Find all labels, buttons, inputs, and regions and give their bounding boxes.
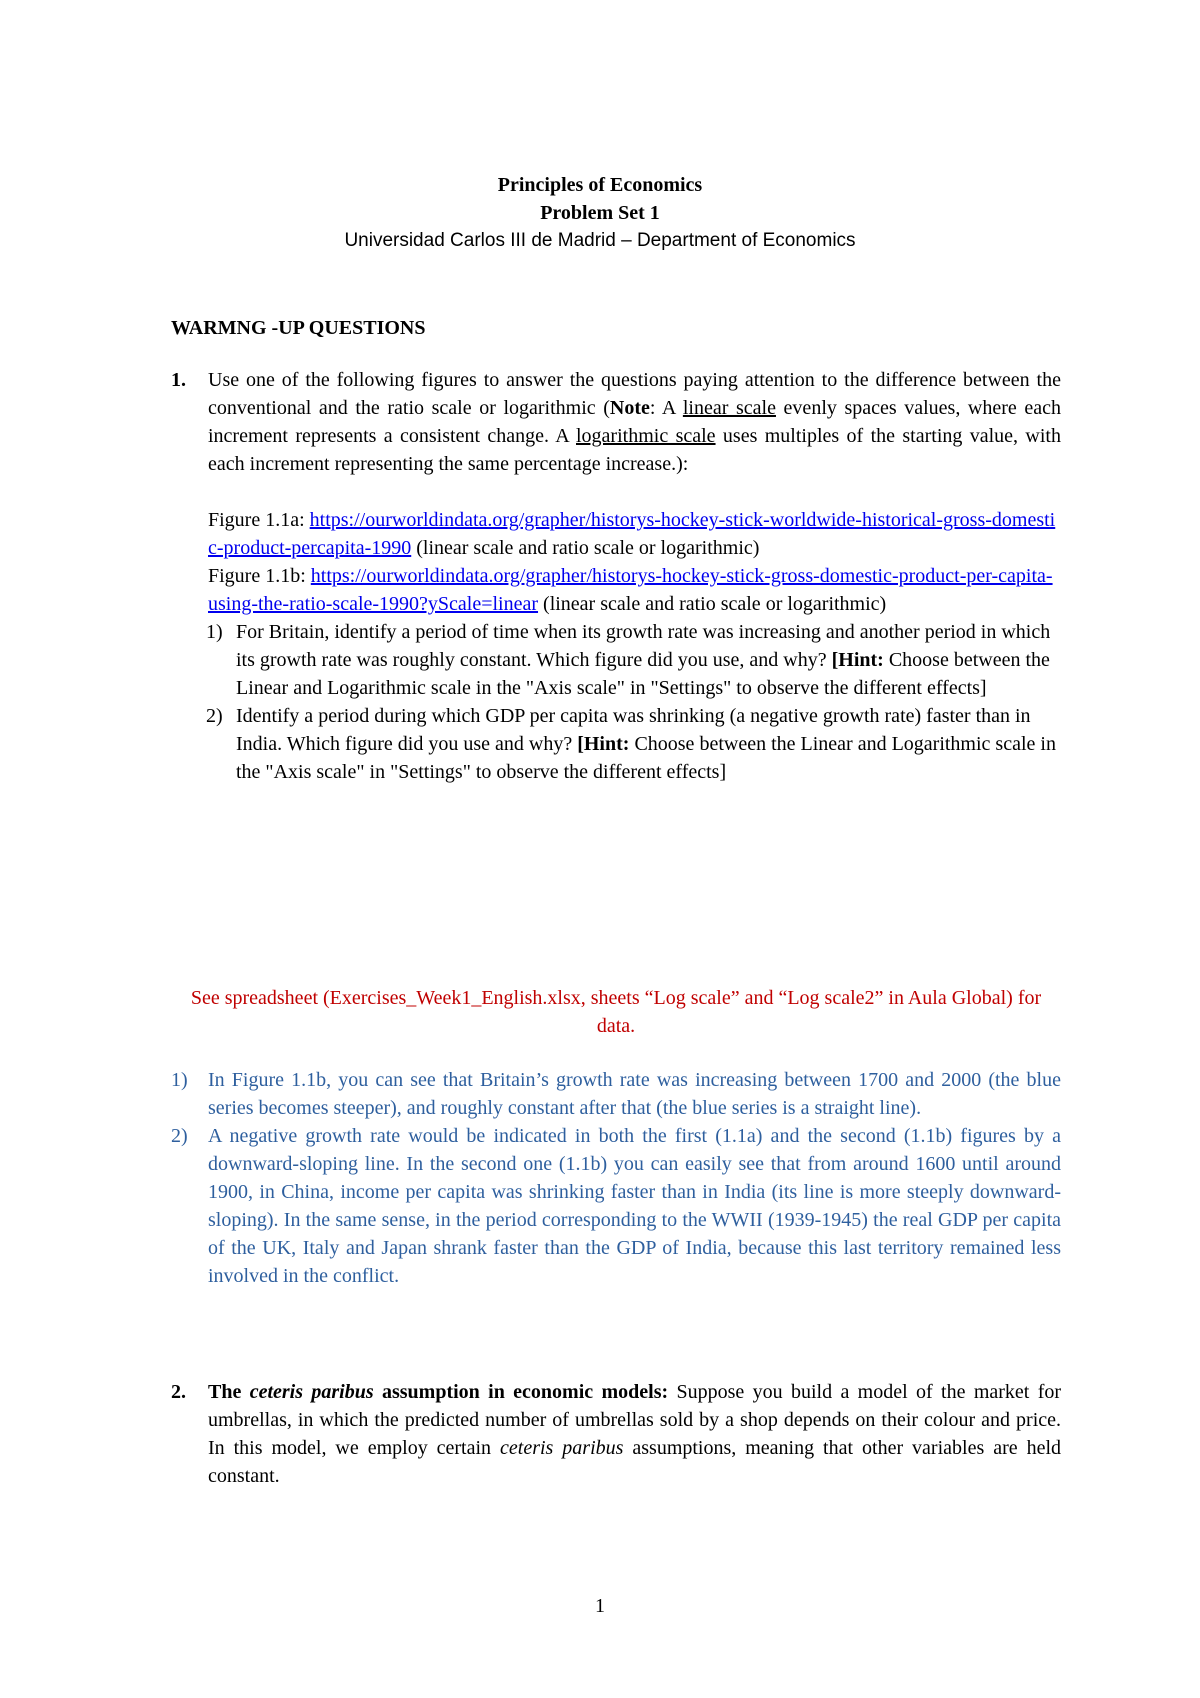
ceteris-paribus-term: ceteris paribus xyxy=(500,1437,624,1459)
page-number: 1 xyxy=(595,1595,605,1617)
answer-text: In Figure 1.1b, you can see that Britain’s growth rate was increasing between 1700 and 2000 (the blue series becomes steeper), and roughly constant after that (the blue series is a straight line). xyxy=(208,1069,1061,1119)
figure-description: (linear scale and ratio scale or logarithmic) xyxy=(411,537,760,559)
hint-label: [Hint: xyxy=(577,733,630,755)
answers-list xyxy=(171,1066,1061,1290)
figure-1-1b-link[interactable]: https://ourworldindata.org/grapher/historys-hockey-stick-gross-domestic-product-per-capita-using-the-ratio-scale-1990?yScale=linear xyxy=(208,565,1053,615)
sub-question-text: Choose between the Linear and Logarithmic scale in the "Axis scale" in "Settings" to observe the different effects] xyxy=(236,733,1056,783)
question-2-text: Suppose you build a model of the market for umbrellas, in which the predicted number of umbrellas sold by a shop depends on their colour and price. In this model, we employ certain xyxy=(208,1381,1062,1459)
intro-text: : A xyxy=(649,397,683,419)
figure-1-1b-line xyxy=(208,562,1061,618)
question-1-body xyxy=(208,366,1061,786)
linear-scale-term: linear scale xyxy=(682,397,776,419)
figure-description: (linear scale and ratio scale or logarithmic) xyxy=(538,593,887,615)
intro-text: evenly spaces values, where each increment represents a consistent change. A xyxy=(208,397,1062,447)
question-2 xyxy=(171,1378,1061,1490)
question-1 xyxy=(171,366,1061,786)
sub-question-text: For Britain, identify a period of time when its growth rate was increasing and another period in which its growth rate was roughly constant. Which figure did you use, and why? xyxy=(236,621,1051,671)
question-2-heading-italic: ceteris paribus xyxy=(249,1381,374,1403)
sub-question-1 xyxy=(208,618,1061,702)
note-label: Note xyxy=(609,397,650,419)
institution-line: Universidad Carlos III de Madrid – Department of Economics xyxy=(344,230,856,251)
question-2-heading: The xyxy=(208,1381,250,1403)
intro-text: uses multiples of the starting value, with each increment representing the same percentage increase.): xyxy=(208,425,1061,475)
sub-question-number: 1) xyxy=(206,621,223,643)
log-scale-term: logarithmic scale xyxy=(576,425,716,447)
answer-number: 2) xyxy=(171,1125,188,1147)
hint-label: [Hint: xyxy=(831,649,884,671)
question-2-heading: assumption in economic models: xyxy=(373,1381,669,1403)
question-number: 2. xyxy=(171,1381,186,1403)
spreadsheet-note: See spreadsheet (Exercises_Week1_English.xlsx, sheets “Log scale” and “Log scale2” in Aula Global) for data. xyxy=(190,987,1042,1037)
sub-question-number: 2) xyxy=(206,705,223,727)
sub-question-2 xyxy=(208,702,1061,786)
section-title: WARMNG -UP QUESTIONS xyxy=(171,317,426,339)
figure-label: Figure 1.1b: xyxy=(208,565,311,587)
document-subtitle: Problem Set 1 xyxy=(540,202,660,224)
figure-label: Figure 1.1a: xyxy=(208,509,310,531)
document-header xyxy=(0,171,1200,255)
document-title: Principles of Economics xyxy=(497,174,703,196)
answer-number: 1) xyxy=(171,1069,188,1091)
question-1-intro xyxy=(208,366,1061,478)
figure-1-1a-line xyxy=(208,506,1061,562)
question-2-body xyxy=(208,1378,1061,1490)
figure-1-1a-link[interactable]: https://ourworldindata.org/grapher/historys-hockey-stick-worldwide-historical-gross-domestic-product-percapita-1990 xyxy=(208,509,1056,559)
answer-item xyxy=(171,1122,1061,1290)
question-number: 1. xyxy=(171,369,186,391)
intro-text: Use one of the following figures to answer the questions paying attention to the difference between the conventional and the ratio scale or logarithmic ( xyxy=(208,369,1061,419)
answer-item xyxy=(171,1066,1061,1122)
question-2-text: assumptions, meaning that other variables are held constant. xyxy=(208,1437,1062,1487)
answer-text: A negative growth rate would be indicated in both the first (1.1a) and the second (1.1b) figures by a downward-sloping line. In the second one (1.1b) you can easily see that from around 1600 until around 1900, in China, income per capita was shrinking faster than in India (its line is more steeply downward-sloping). In the same sense, in the period corresponding to the WWII (1939-1945) the real GDP per capita of the UK, Italy and Japan shrank faster than the GDP of India, because this last territory remained less involved in the conflict. xyxy=(208,1125,1061,1287)
sub-question-text: Identify a period during which GDP per capita was shrinking (a negative growth rate) faster than in India. Which figure did you use and why? xyxy=(236,705,1031,755)
sub-question-text: Choose between the Linear and Logarithmic scale in the "Axis scale" in "Settings" to observe the different effects] xyxy=(236,649,1050,699)
